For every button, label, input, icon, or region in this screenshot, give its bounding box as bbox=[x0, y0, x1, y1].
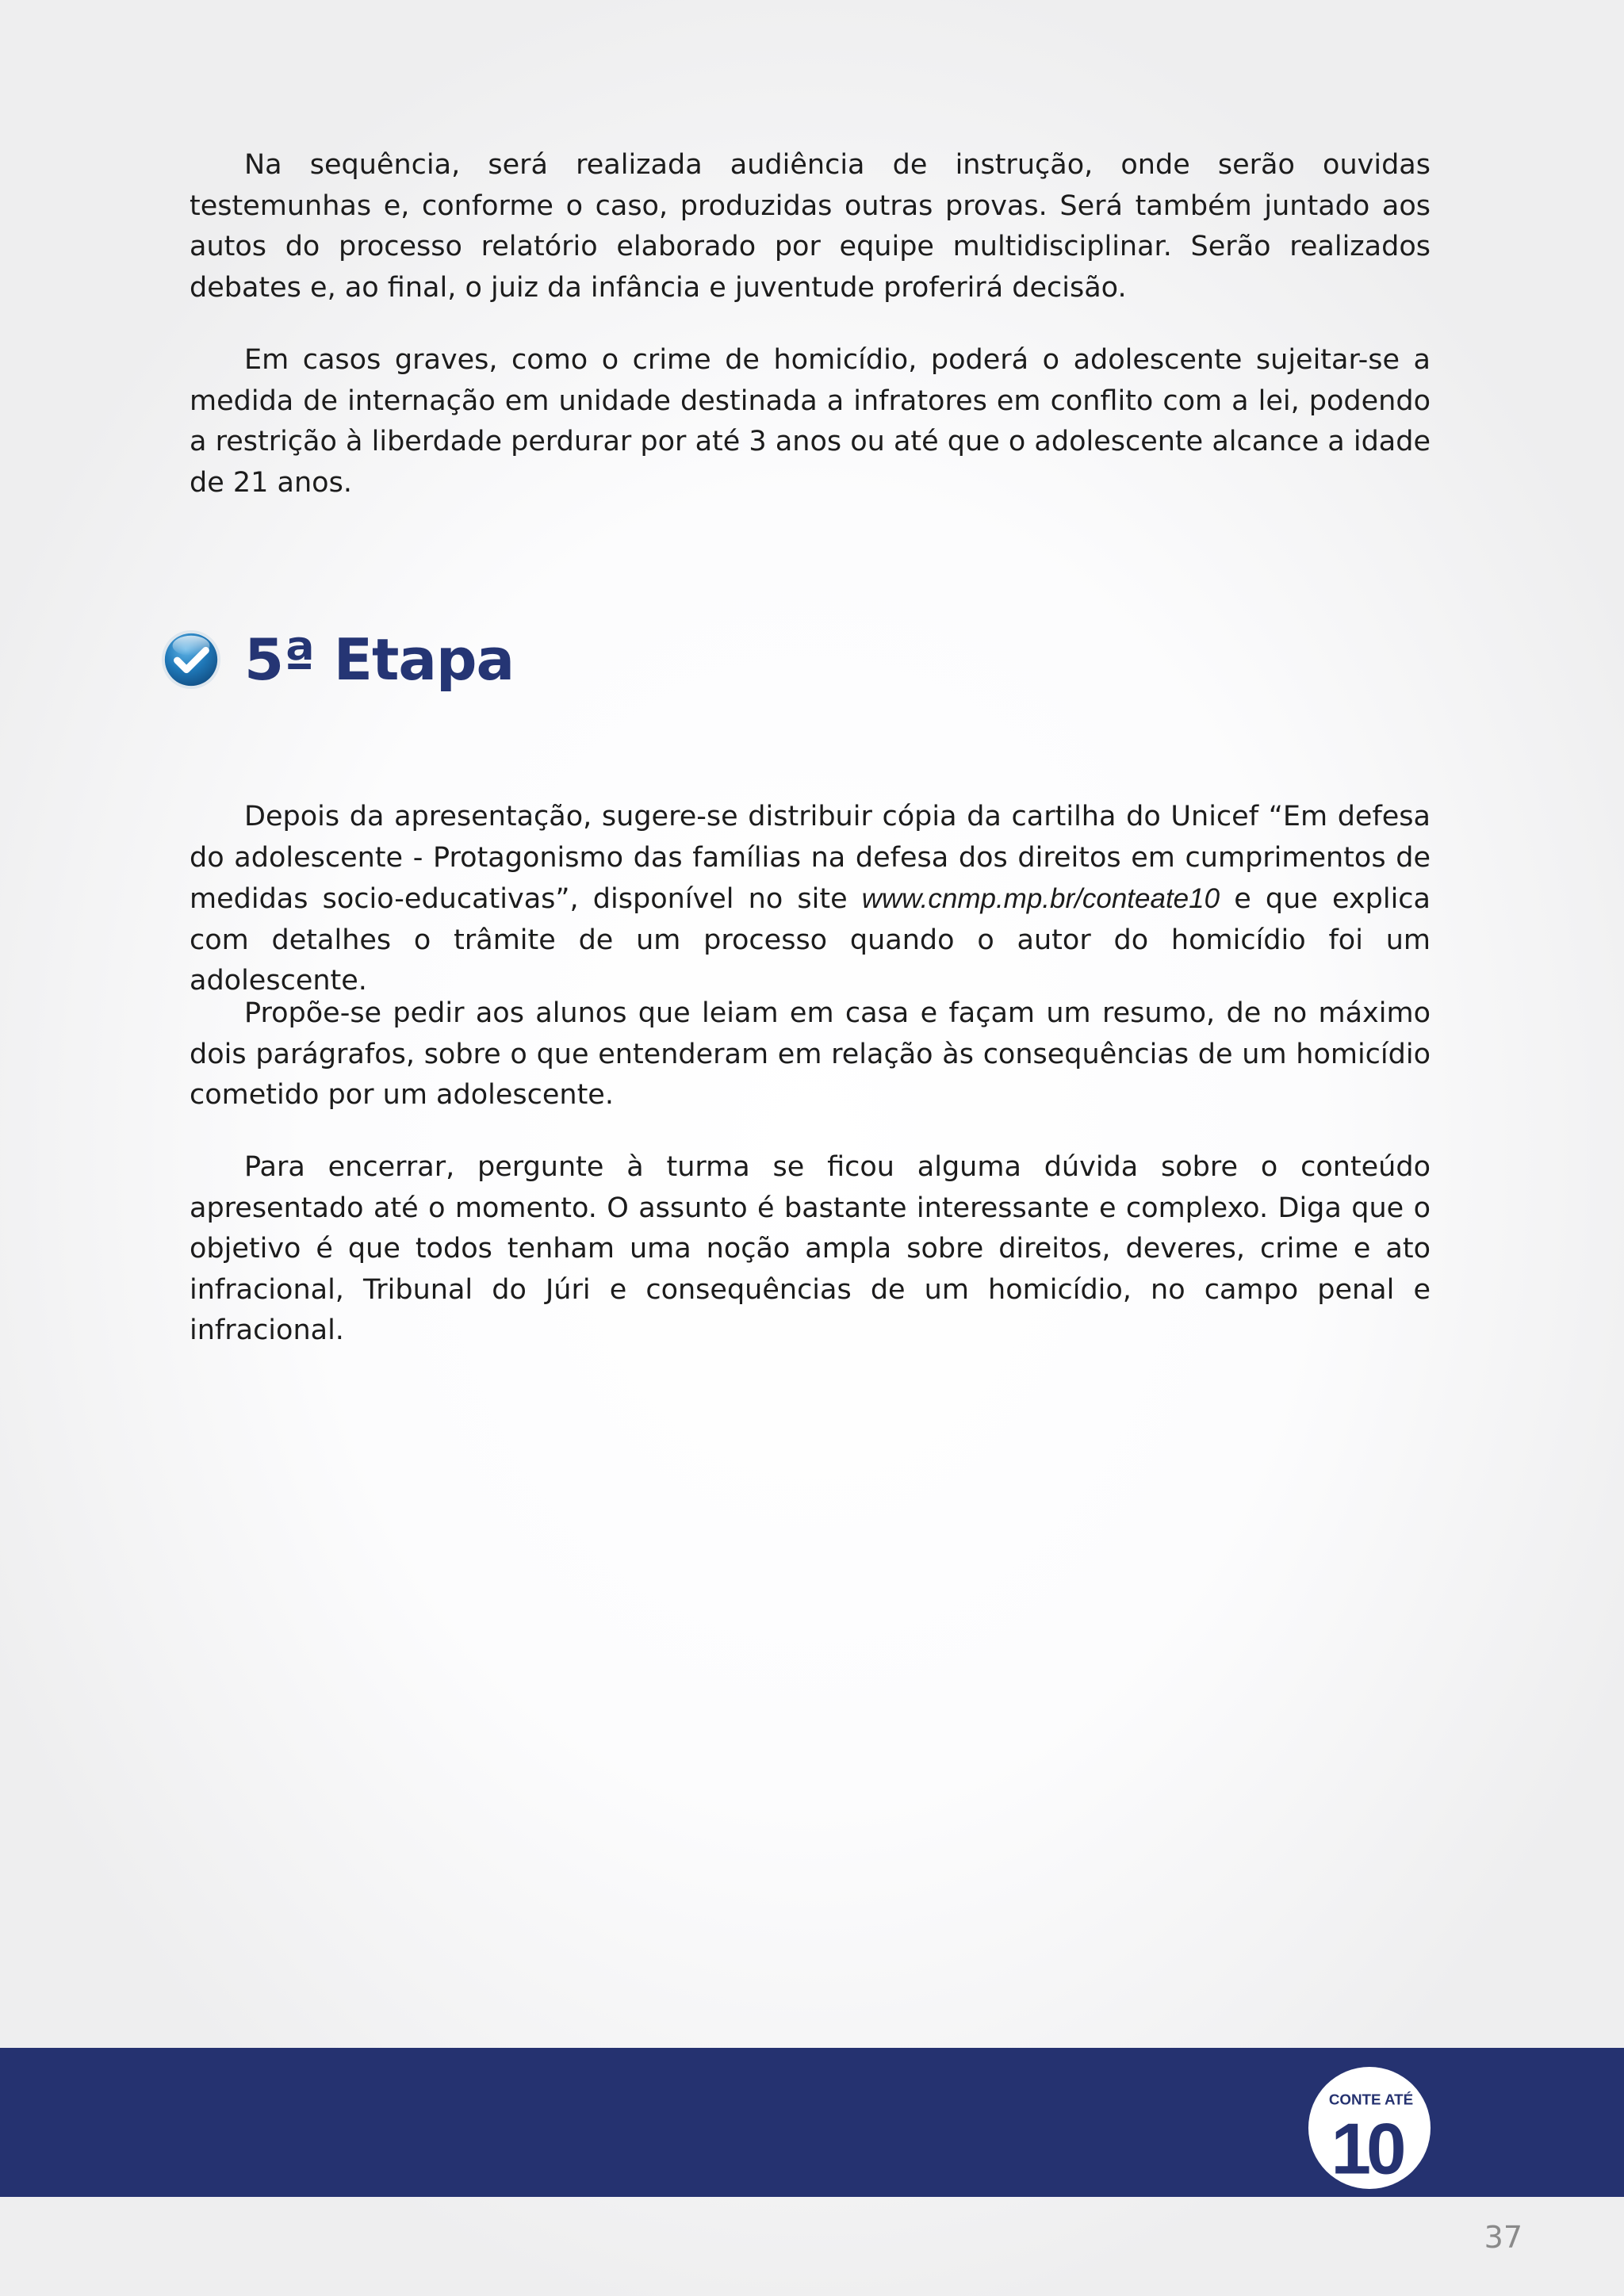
paragraph-unicef-booklet-text-start: Depois da apresentação, sugere-se distribuir cópia da cartilha do Unicef “Em defesa do adolescente - Protagonismo das famílias na defesa dos direitos em cumprimentos de medidas socio-educativas”, disponível no site bbox=[190, 801, 1431, 915]
check-circle-icon bbox=[160, 629, 222, 691]
logo-text-number: 10 bbox=[1331, 2109, 1402, 2190]
page-number: 37 bbox=[1484, 2220, 1522, 2255]
paragraph-homework-summary: Propõe-se pedir aos alunos que leiam em casa e façam um resumo, de no máximo dois parágrafos, sobre o que entenderam em relação às consequências de um homicídio cometido por um adolescente. bbox=[190, 997, 1431, 1111]
section-heading bbox=[160, 623, 514, 696]
paragraph-instruction-hearing: Na sequência, será realizada audiência de instrução, onde serão ouvidas testemunhas e, conforme o caso, produzidas outras provas. Será também juntado aos autos do processo relatório elaborado por equipe multidisciplinar. Serão realizados debates e, ao final, o juiz da infância e juventude proferirá decisão. bbox=[190, 149, 1431, 304]
paragraph-unicef-booklet-text-end: e que explica com detalhes o trâmite de um processo quando o autor do homicídio foi um adolescente. bbox=[190, 883, 1431, 997]
section-title: 5ª Etapa bbox=[244, 626, 515, 693]
conte-ate-10-logo bbox=[1307, 2065, 1432, 2191]
logo-text-top: CONTE ATÉ bbox=[1328, 2091, 1414, 2108]
paragraph-unicef-booklet bbox=[190, 797, 1431, 1002]
website-url: www.cnmp.mp.br/conteate10 bbox=[861, 883, 1220, 914]
paragraph-closing: Para encerrar, pergunte à turma se ficou alguma dúvida sobre o conteúdo apresentado até o momento. O assunto é bastante interessante e complexo. Diga que o objetivo é que todos tenham uma noção ampla sobre direitos, deveres, crime e ato infracional, Tribunal do Júri e consequências de um homicídio, no campo penal e infracional. bbox=[190, 1151, 1431, 1346]
paragraph-serious-cases: Em casos graves, como o crime de homicídio, poderá o adolescente sujeitar-se a medida de internação em unidade destinada a infratores em conflito com a lei, podendo a restrição à liberdade perdurar por até 3 anos ou até que o adolescente alcance a idade de 21 anos. bbox=[190, 344, 1431, 499]
